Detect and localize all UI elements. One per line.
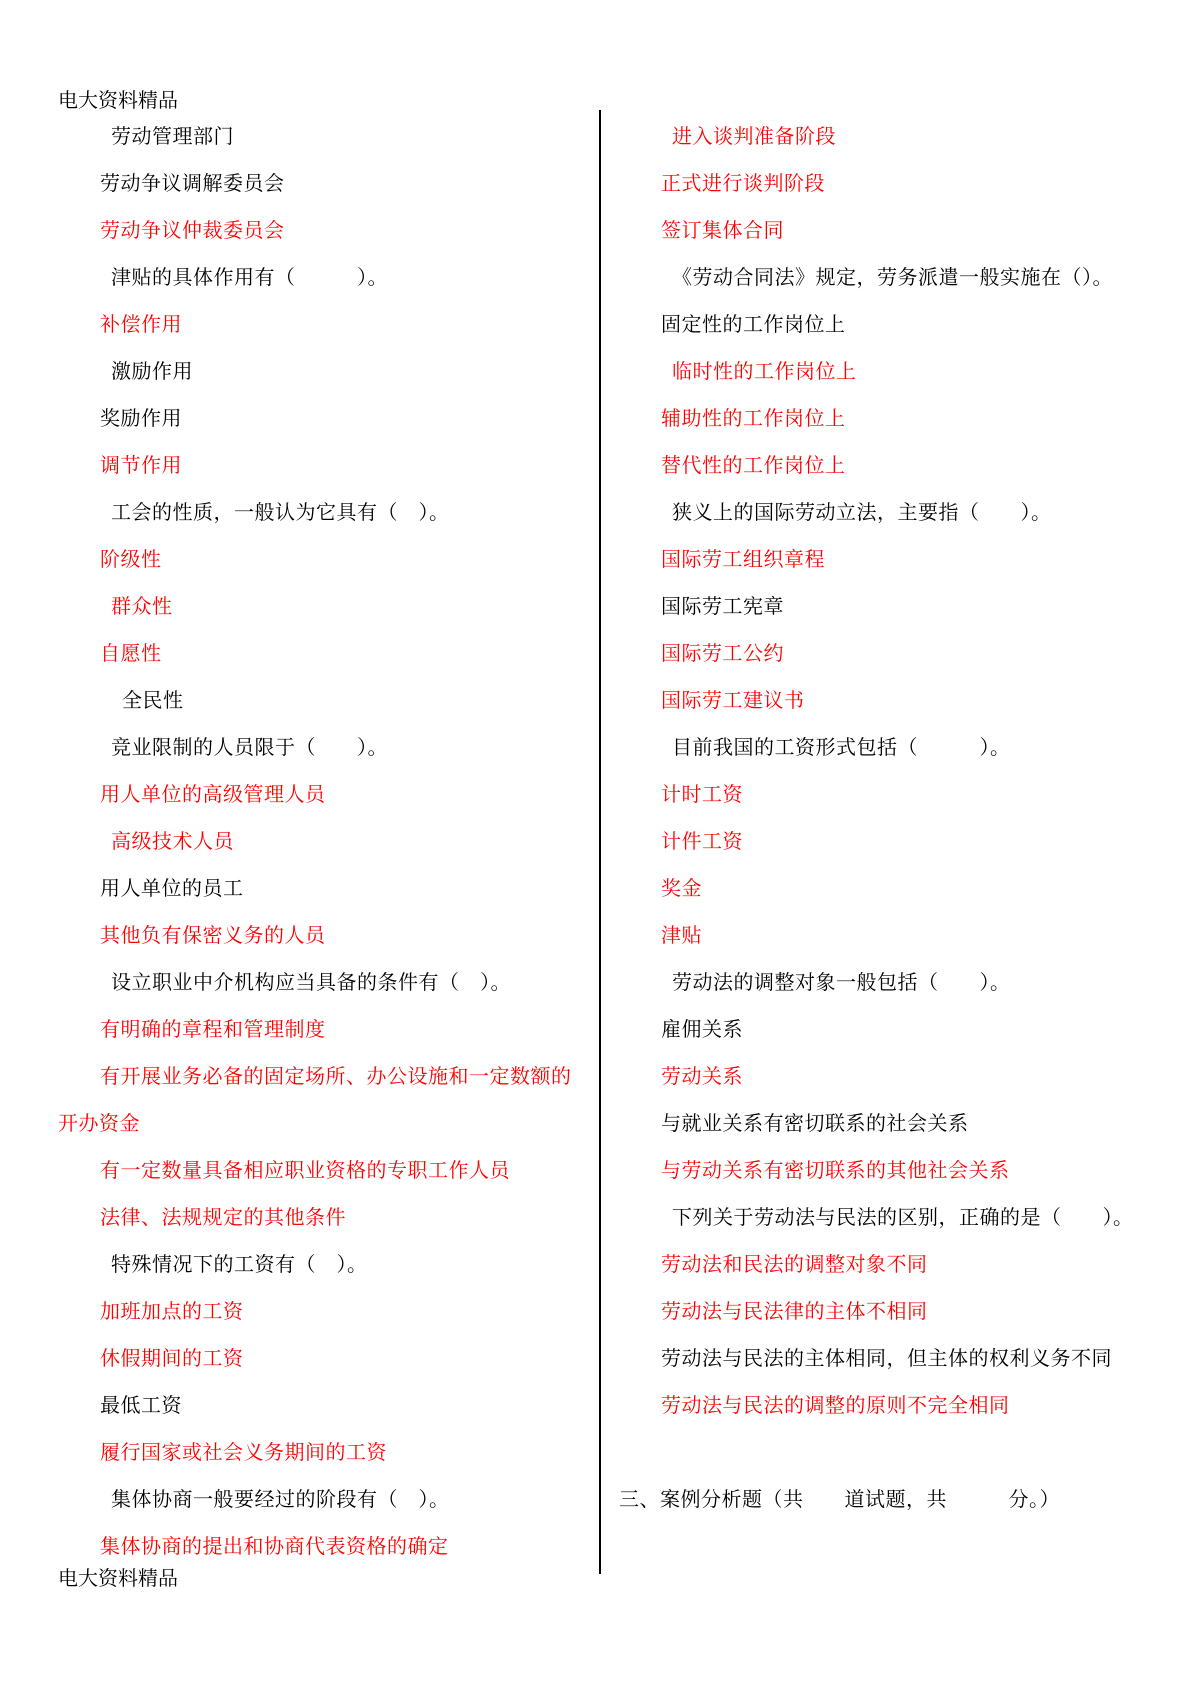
answer-line: 集体协商的提出和协商代表资格的确定 [100, 1534, 449, 1558]
answer-line: 群众性 [111, 594, 173, 618]
answer-line: 计时工资 [661, 782, 743, 806]
text-line: 劳动管理部门 [111, 124, 234, 148]
answer-line: 与劳动关系有密切联系的其他社会关系 [661, 1158, 1010, 1182]
page-footer: 电大资料精品 [58, 1566, 178, 1590]
answer-line: 自愿性 [100, 641, 162, 665]
question-line: 劳动法的调整对象一般包括（ ）。 [672, 970, 1011, 994]
answer-line: 劳动争议仲裁委员会 [100, 218, 285, 242]
answer-line: 国际劳工公约 [661, 641, 784, 665]
question-line: 下列关于劳动法与民法的区别，正确的是（ ）。 [672, 1205, 1134, 1229]
answer-line: 有开展业务必备的固定场所、办公设施和一定数额的 [100, 1064, 572, 1088]
answer-line: 进入谈判准备阶段 [672, 124, 836, 148]
answer-line: 替代性的工作岗位上 [661, 453, 846, 477]
answer-line: 辅助性的工作岗位上 [661, 406, 846, 430]
question-line: 特殊情况下的工资有（ ）。 [111, 1252, 368, 1276]
answer-line: 正式进行谈判阶段 [661, 171, 825, 195]
answer-line: 阶级性 [100, 547, 162, 571]
answer-line: 劳动关系 [661, 1064, 743, 1088]
answer-line: 高级技术人员 [111, 829, 234, 853]
answer-line: 国际劳工建议书 [661, 688, 805, 712]
answer-line: 加班加点的工资 [100, 1299, 244, 1323]
answer-line: 津贴 [661, 923, 702, 947]
question-line: 狭义上的国际劳动立法，主要指（ ）。 [672, 500, 1052, 524]
question-line: 《劳动合同法》规定，劳务派遣一般实施在（）。 [672, 265, 1113, 289]
text-line: 奖励作用 [100, 406, 182, 430]
text-line: 国际劳工宪章 [661, 594, 784, 618]
text-line: 固定性的工作岗位上 [661, 312, 846, 336]
question-line: 目前我国的工资形式包括（ ）。 [672, 735, 1011, 759]
answer-line: 国际劳工组织章程 [661, 547, 825, 571]
text-line: 劳动争议调解委员会 [100, 171, 285, 195]
text-line: 最低工资 [100, 1393, 182, 1417]
answer-line: 休假期间的工资 [100, 1346, 244, 1370]
text-line: 雇佣关系 [661, 1017, 743, 1041]
section-heading: 三、案例分析题（共 道试题，共 分。） [619, 1487, 1060, 1511]
answer-line: 履行国家或社会义务期间的工资 [100, 1440, 387, 1464]
answer-line: 用人单位的高级管理人员 [100, 782, 326, 806]
text-line: 用人单位的员工 [100, 876, 244, 900]
text-line: 激励作用 [111, 359, 193, 383]
answer-line: 劳动法与民法律的主体不相同 [661, 1299, 928, 1323]
answer-line: 其他负有保密义务的人员 [100, 923, 326, 947]
answer-line: 补偿作用 [100, 312, 182, 336]
answer-line: 劳动法和民法的调整对象不同 [661, 1252, 928, 1276]
text-line: 劳动法与民法的主体相同，但主体的权利义务不同 [661, 1346, 1112, 1370]
answer-line: 计件工资 [661, 829, 743, 853]
answer-line: 奖金 [661, 876, 702, 900]
page-header: 电大资料精品 [58, 88, 178, 112]
question-line: 集体协商一般要经过的阶段有（ ）。 [111, 1487, 450, 1511]
answer-line: 有明确的章程和管理制度 [100, 1017, 326, 1041]
question-line: 津贴的具体作用有（ ）。 [111, 265, 388, 289]
question-line: 设立职业中介机构应当具备的条件有（ ）。 [111, 970, 511, 994]
text-line: 全民性 [122, 688, 184, 712]
answer-line: 临时性的工作岗位上 [672, 359, 857, 383]
column-divider [599, 110, 601, 1574]
question-line: 竞业限制的人员限于（ ）。 [111, 735, 388, 759]
text-line: 与就业关系有密切联系的社会关系 [661, 1111, 969, 1135]
answer-line: 调节作用 [100, 453, 182, 477]
right-column [602, 0, 1191, 1684]
question-line: 工会的性质，一般认为它具有（ ）。 [111, 500, 450, 524]
answer-line: 法律、法规规定的其他条件 [100, 1205, 346, 1229]
answer-line: 有一定数量具备相应职业资格的专职工作人员 [100, 1158, 510, 1182]
answer-line-continued: 开办资金 [58, 1111, 140, 1135]
answer-line: 签订集体合同 [661, 218, 784, 242]
answer-line: 劳动法与民法的调整的原则不完全相同 [661, 1393, 1010, 1417]
